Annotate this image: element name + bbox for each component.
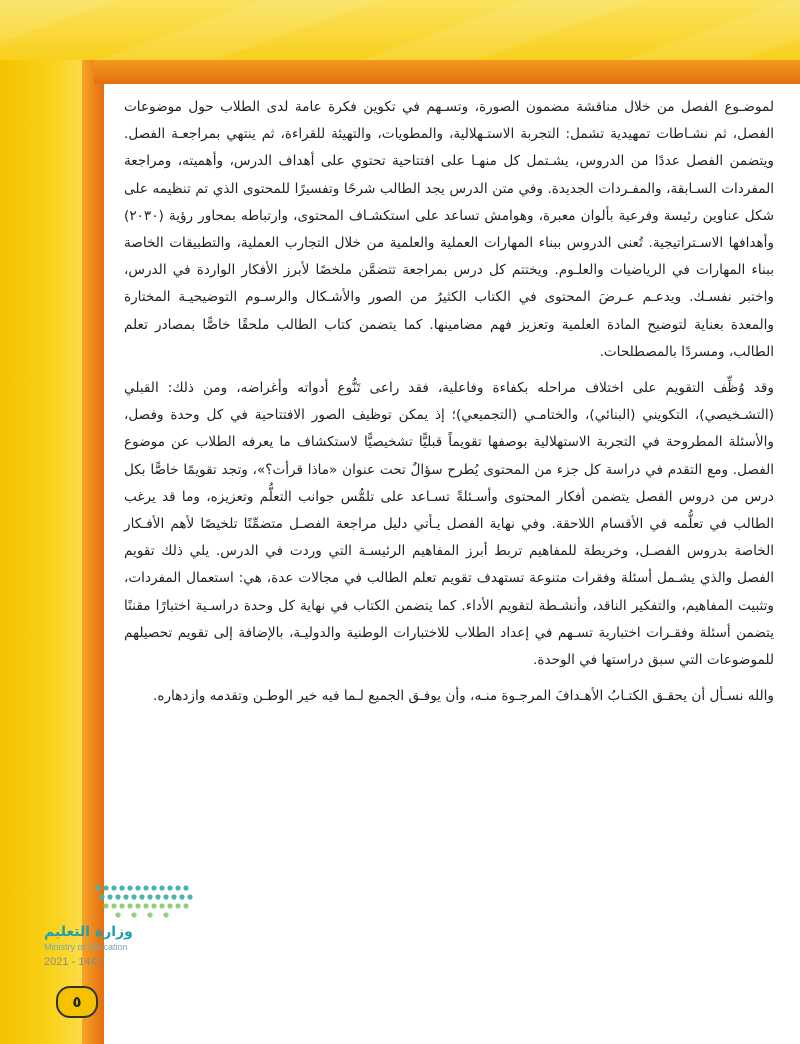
logo-arabic-name: وزارة التعليم xyxy=(44,924,133,940)
yellow-top-band xyxy=(0,0,800,60)
paragraph-2: وقد وُظِّف التقويم على اختلاف مراحله بكفاءة وفاعلية، فقد راعى تَنُّوع أدواته وأغراضه، ومن ذلك: القبلي (التشـخيصي)، التكويني (البنائي)، والختامـي (التجميعي)؛ إذ يمكن توظيف الصور الافتتاحية في كل وحدة وفصل، والأسئلة المطروحة في التجربة الاستهلالية بوصفها تقويماً قبليًّا تشخيصيًّا لاستكشاف ما يعرفه الطلاب عن موضوع الفصل. ومع التقدم في دراسة كل جزء من المحتوى يُطرح سؤالٌ تحت عنوان «ماذا قرأت؟»، وتجد تقويمًا خاصًّا بكل درس من دروس الفصل يتضمن أفكار المحتوى وأسـئلةً تسـاعد على تلمُّس جوانب التعلُّم وتعزيزه، وما قد يرغب الطالب في تعلُّمه في الأقسام اللاحقة. وفي نهاية الفصل يـأتي دليل مراجعة الفصـل متضمِّنًا تلخيصًا لأهم الأفـكار الخاصة بدروس الفصـل، وخريطة للمفاهيم تربط أبرز المفاهيم الرئيسـة التي وردت في الدرس. يلي ذلك تقويم الفصل والذي يشـمل أسئلة وفقرات متنوعة تستهدف تقويم تعلم الطالب في مجالات عدة، هي: استعمال المفردات، وتثبيت المفاهيم، والتفكير الناقد، وأنشـطة لتقويم الأداء. كما يتضمن الكتاب في نهاية كل وحدة دراسـية اختبارًا مقننًا يتضمن أسئلة وفقـرات اختبارية تسـهم في إعداد الطلاب للاختبارات الوطنية والدوليـة، بالإضافة إلى تقويم تحصيلهم للموضوعات التي سبق دراستها في الوحدة. xyxy=(124,380,774,669)
page-number: ٥ xyxy=(56,986,98,1018)
logo-year: 2021 - 1443 xyxy=(44,956,103,968)
orange-frame-top xyxy=(94,60,800,84)
logo-dots-icon xyxy=(90,880,210,920)
logo-english-name: Ministry of Education xyxy=(44,942,128,952)
body-text xyxy=(124,94,774,719)
paragraph-1: لموضـوع الفصل من خلال مناقشة مضمون الصورة، وتسـهم في تكوين فكرة عامة لدى الطلاب حول موضوعات الفصل، ثم نشـاطات تمهيدية تشمل: التجربة الاستـهلالية، والمطويات، والتهيئة للقراءة، ثم ينتهي بمراجعـة الفصل. ويتضمن الفصل عددًا من الدروس، يشـتمل كل منهـا على افتتاحية تحتوي على أهداف الدرس، وأهميته، ومراجعة المفردات السـابقة، والمفـردات الجديدة. وفي متن الدرس يجد الطالب شرحًا وتفسيرًا للمحتوى الذي تم تنظيمه على شكل عناوين رئيسة وفرعية بألوان معبرة، وهوامش تساعد على استكشـاف المحتوى، وارتباطه بمحاور رؤية (٢٠٣٠) وأهدافها الاسـتراتيجية. تُعنى الدروس ببناء المهارات العملية والعلمية من خلال التجارب العملية، والتطبيقات الخاصة ببناء المهارات في الرياضيات والعلـوم. ويختتم كل درس بمراجعة تتضمَّن ملخصًا لأبرز الأفكار الواردة في الدرس، واختبر نفسـك. ويدعـم عـرضَ المحتوى في الكتاب الكثيرُ من الصور والأشـكال والرسـوم التوضيحيـة المختارة والمعدة بعناية لتوضيح المادة العلمية وتعزيز فهم مضامينها. كما يتضمن كتاب الطالب ملحقًا خاصًّا بمصادر تعلم الطالب، ومسردًا بالمصطلحات. xyxy=(124,99,774,360)
paragraph-3: والله نسـأل أن يحقـق الكتـابُ الأهـدافَ المرجـوة منـه، وأن يوفـق الجميع لـما فيه خير الوطـن وتقدمه وازدهاره. xyxy=(153,688,774,705)
ministry-logo xyxy=(44,880,204,1000)
